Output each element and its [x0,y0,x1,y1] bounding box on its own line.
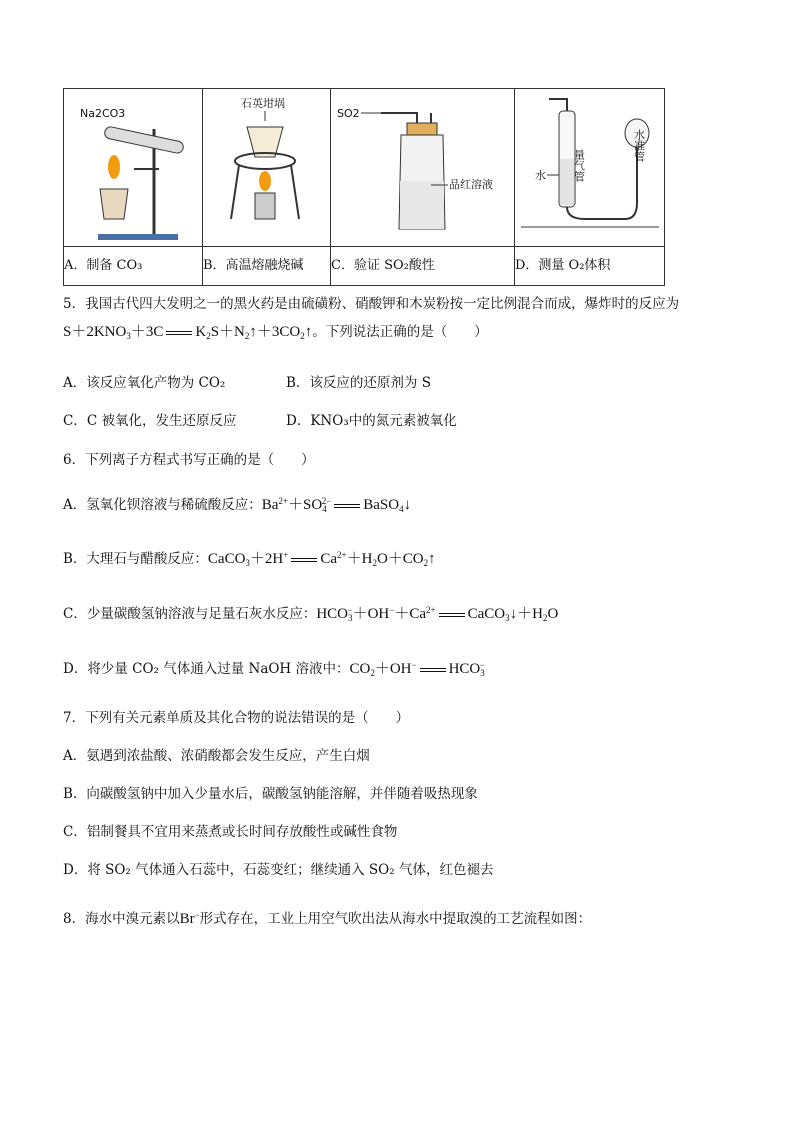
q8-stem-line [63,907,591,928]
q5-stem-tail: 。下列说法正确的是（ ） [312,324,488,340]
q7-option-c: C．铝制餐具不宜用来蒸煮或长时间存放酸性或碱性食物 [63,824,398,840]
q6-option-d-line [63,657,485,678]
levelling-label: 水准管 [632,129,646,162]
gauge-label: 量气管 [572,149,586,182]
q5-equation-line [63,320,488,341]
q7-stem: 7．下列有关元素单质及其化合物的说法错误的是（ ） [63,710,410,726]
gas-washing-bottle-figure [331,89,514,246]
q6-option-c: C．少量碳酸氢钠溶液与足量石灰水反应： [63,606,317,622]
q6-equation-d: $CO_2+OH^-$ $HCO_3^-$ [349,660,485,678]
q7-option-d: D．将 SO₂ 气体通入石蕊中，石蕊变红；继续通入 SO₂ 气体，红色褪去 [63,862,494,878]
q6-option-b-line [63,547,436,568]
gas-burette-figure [515,89,664,246]
q6-equation-a: $Ba^{2+}+SO_4^{2-}$ BaSO$_4$↓ [261,496,412,514]
q6-equation-b: CaCO$_3$＋2H+ $Ca^{2+}+H_2O+CO_2↑$ [207,550,436,568]
so2-label: SO2 [337,107,360,120]
q5-equation: $S+2KNO_3+3C$ $K_2S+N_2↑+3CO_2↑$ [63,324,313,341]
cell-c-figure [331,89,515,247]
q5-option-a: A．该反应氧化产物为 CO₂ [63,375,226,391]
caption-a: A．制备 CO₃ [64,247,203,286]
q7-option-a: A．氨遇到浓盐酸、浓硝酸都会发生反应，产生白烟 [63,748,370,764]
q6-option-a: A．氢氧化钡溶液与稀硫酸反应： [63,497,262,513]
q7-option-b: B．向碳酸氢钠中加入少量水后，碳酸氢钠能溶解，并伴随着吸热现象 [63,786,478,802]
crucible-figure [203,89,330,246]
q5-option-b: B．该反应的还原剂为 S [286,375,431,391]
apparatus-table [63,88,665,286]
caption-c: C．验证 SO₂酸性 [331,247,515,286]
q6-option-b: B．大理石与醋酸反应： [63,551,208,567]
cell-a-figure [64,89,203,247]
q6-option-d: D．将少量 CO₂ 气体通入过量 NaOH 溶液中： [63,661,350,677]
flask-heating-figure [64,89,202,246]
q8-bromide-ion: Br− [179,910,200,927]
water-label: 水 [535,169,546,182]
q5-stem: 5．我国古代四大发明之一的黑火药是由硫磺粉、硝酸钾和木炭粉按一定比例混合而成，爆炸时的反应为 [63,296,680,312]
q6-option-c-line [63,602,558,623]
pinkred-label: 品红溶液 [449,178,493,191]
cell-d-figure [515,89,665,247]
q5-option-c: C．C 被氧化，发生还原反应 [63,413,237,429]
q6-option-a-line [63,493,411,514]
crucible-label: 石英坩埚 [241,97,285,110]
q5-option-d: D．KNO₃中的氮元素被氧化 [286,413,457,429]
q8-stem-post: 形式存在，工业上用空气吹出法从海水中提取溴的工艺流程如图： [199,911,592,927]
caption-b: B．高温熔融烧碱 [203,247,331,286]
cell-b-figure [203,89,331,247]
q8-stem-pre: 8．海水中溴元素以 [63,911,180,927]
caption-d: D．测量 O₂体积 [515,247,665,286]
q6-stem: 6．下列离子方程式书写正确的是（ ） [63,452,315,468]
na2co3-label: Na2CO3 [80,107,126,120]
q6-equation-c: $HCO_3^-+OH^-+Ca^{2+}$ $CaCO_3↓+H_2O$ [316,605,559,623]
